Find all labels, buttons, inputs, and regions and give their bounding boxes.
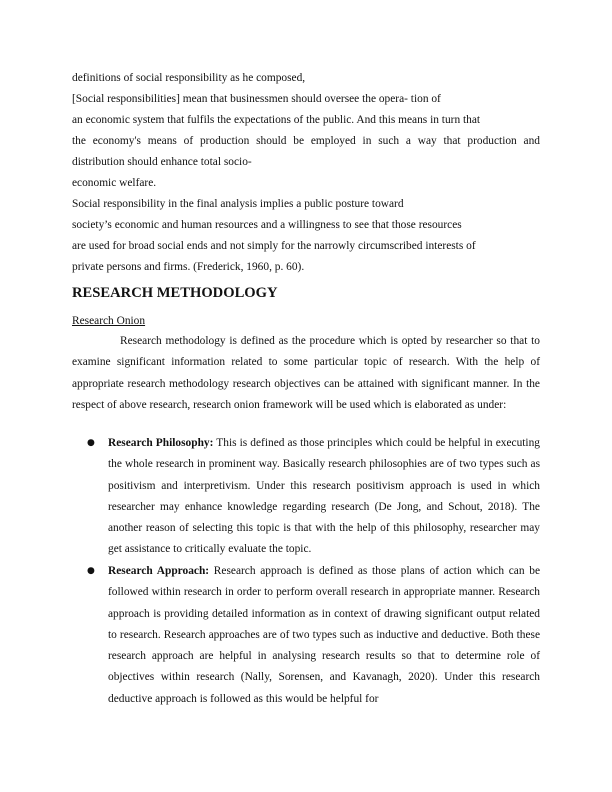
quote-line-6: Social responsibility in the final analysis implies a public posture toward — [72, 198, 404, 210]
bullet-text: This is defined as those principles which could be helpful in executing the whole research in prominent way. Basically research philosophies are of two types such as positivism and interpretivism. Under this research positivism approach is used in which researcher may enhance knowledge regarding research (De Jong, and Schout, 2018). The another reason of selecting this topic is that with the help of this philosophy, researcher may get assistance to critically evaluate the topic. — [108, 437, 540, 556]
bullet-term: Research Approach: — [108, 565, 210, 577]
quote-line-5: economic welfare. — [72, 177, 157, 189]
bullet-research-approach — [108, 561, 540, 710]
bullet-research-philosophy — [108, 433, 540, 561]
bullet-icon: ● — [87, 566, 95, 576]
quote-line-3: an economic system that fulfils the expectations of the public. And this means in turn that — [72, 114, 481, 126]
section-subheading: Research Onion — [72, 315, 146, 327]
section-heading: RESEARCH METHODOLOGY — [72, 285, 278, 301]
quote-line-7: society’s economic and human resources and a willingness to see that those resources — [72, 219, 462, 231]
quote-line-4: the economy's means of production should be employed in such a way that production and distribution should enhance total socio- — [72, 135, 540, 169]
intro-paragraph: Research methodology is defined as the procedure which is opted by researcher so that to examine significant information related to some particular topic of research. With the help of appropriate research methodology research objectives can be attained with significant manner. In the respect of above research, research onion framework will be used which is elaborated as under: — [72, 335, 540, 411]
bullet-text: Research approach is defined as those plans of action which can be followed within research in order to perform overall research in appropriate manner. Research approach is providing detailed information as in context of drawing significant output related to research. Research approaches are of two types such as inductive and deductive. Both these research approach are helpful in analysing research results so that to determine role of objectives within research (Nally, Sorensen, and Kavanagh, 2020). Under this research deductive approach is followed as this would be helpful for — [108, 565, 541, 705]
quote-line-1: definitions of social responsibility as he composed, — [72, 72, 306, 84]
quote-line-9: private persons and firms. (Frederick, 1960, p. 60). — [72, 261, 305, 273]
bullet-icon: ● — [87, 438, 95, 448]
quote-line-2: [Social responsibilities] mean that businessmen should oversee the opera- tion of — [72, 93, 441, 105]
quote-line-8: are used for broad social ends and not simply for the narrowly circumscribed interests of — [72, 240, 476, 252]
bullet-term: Research Philosophy: — [108, 437, 214, 449]
